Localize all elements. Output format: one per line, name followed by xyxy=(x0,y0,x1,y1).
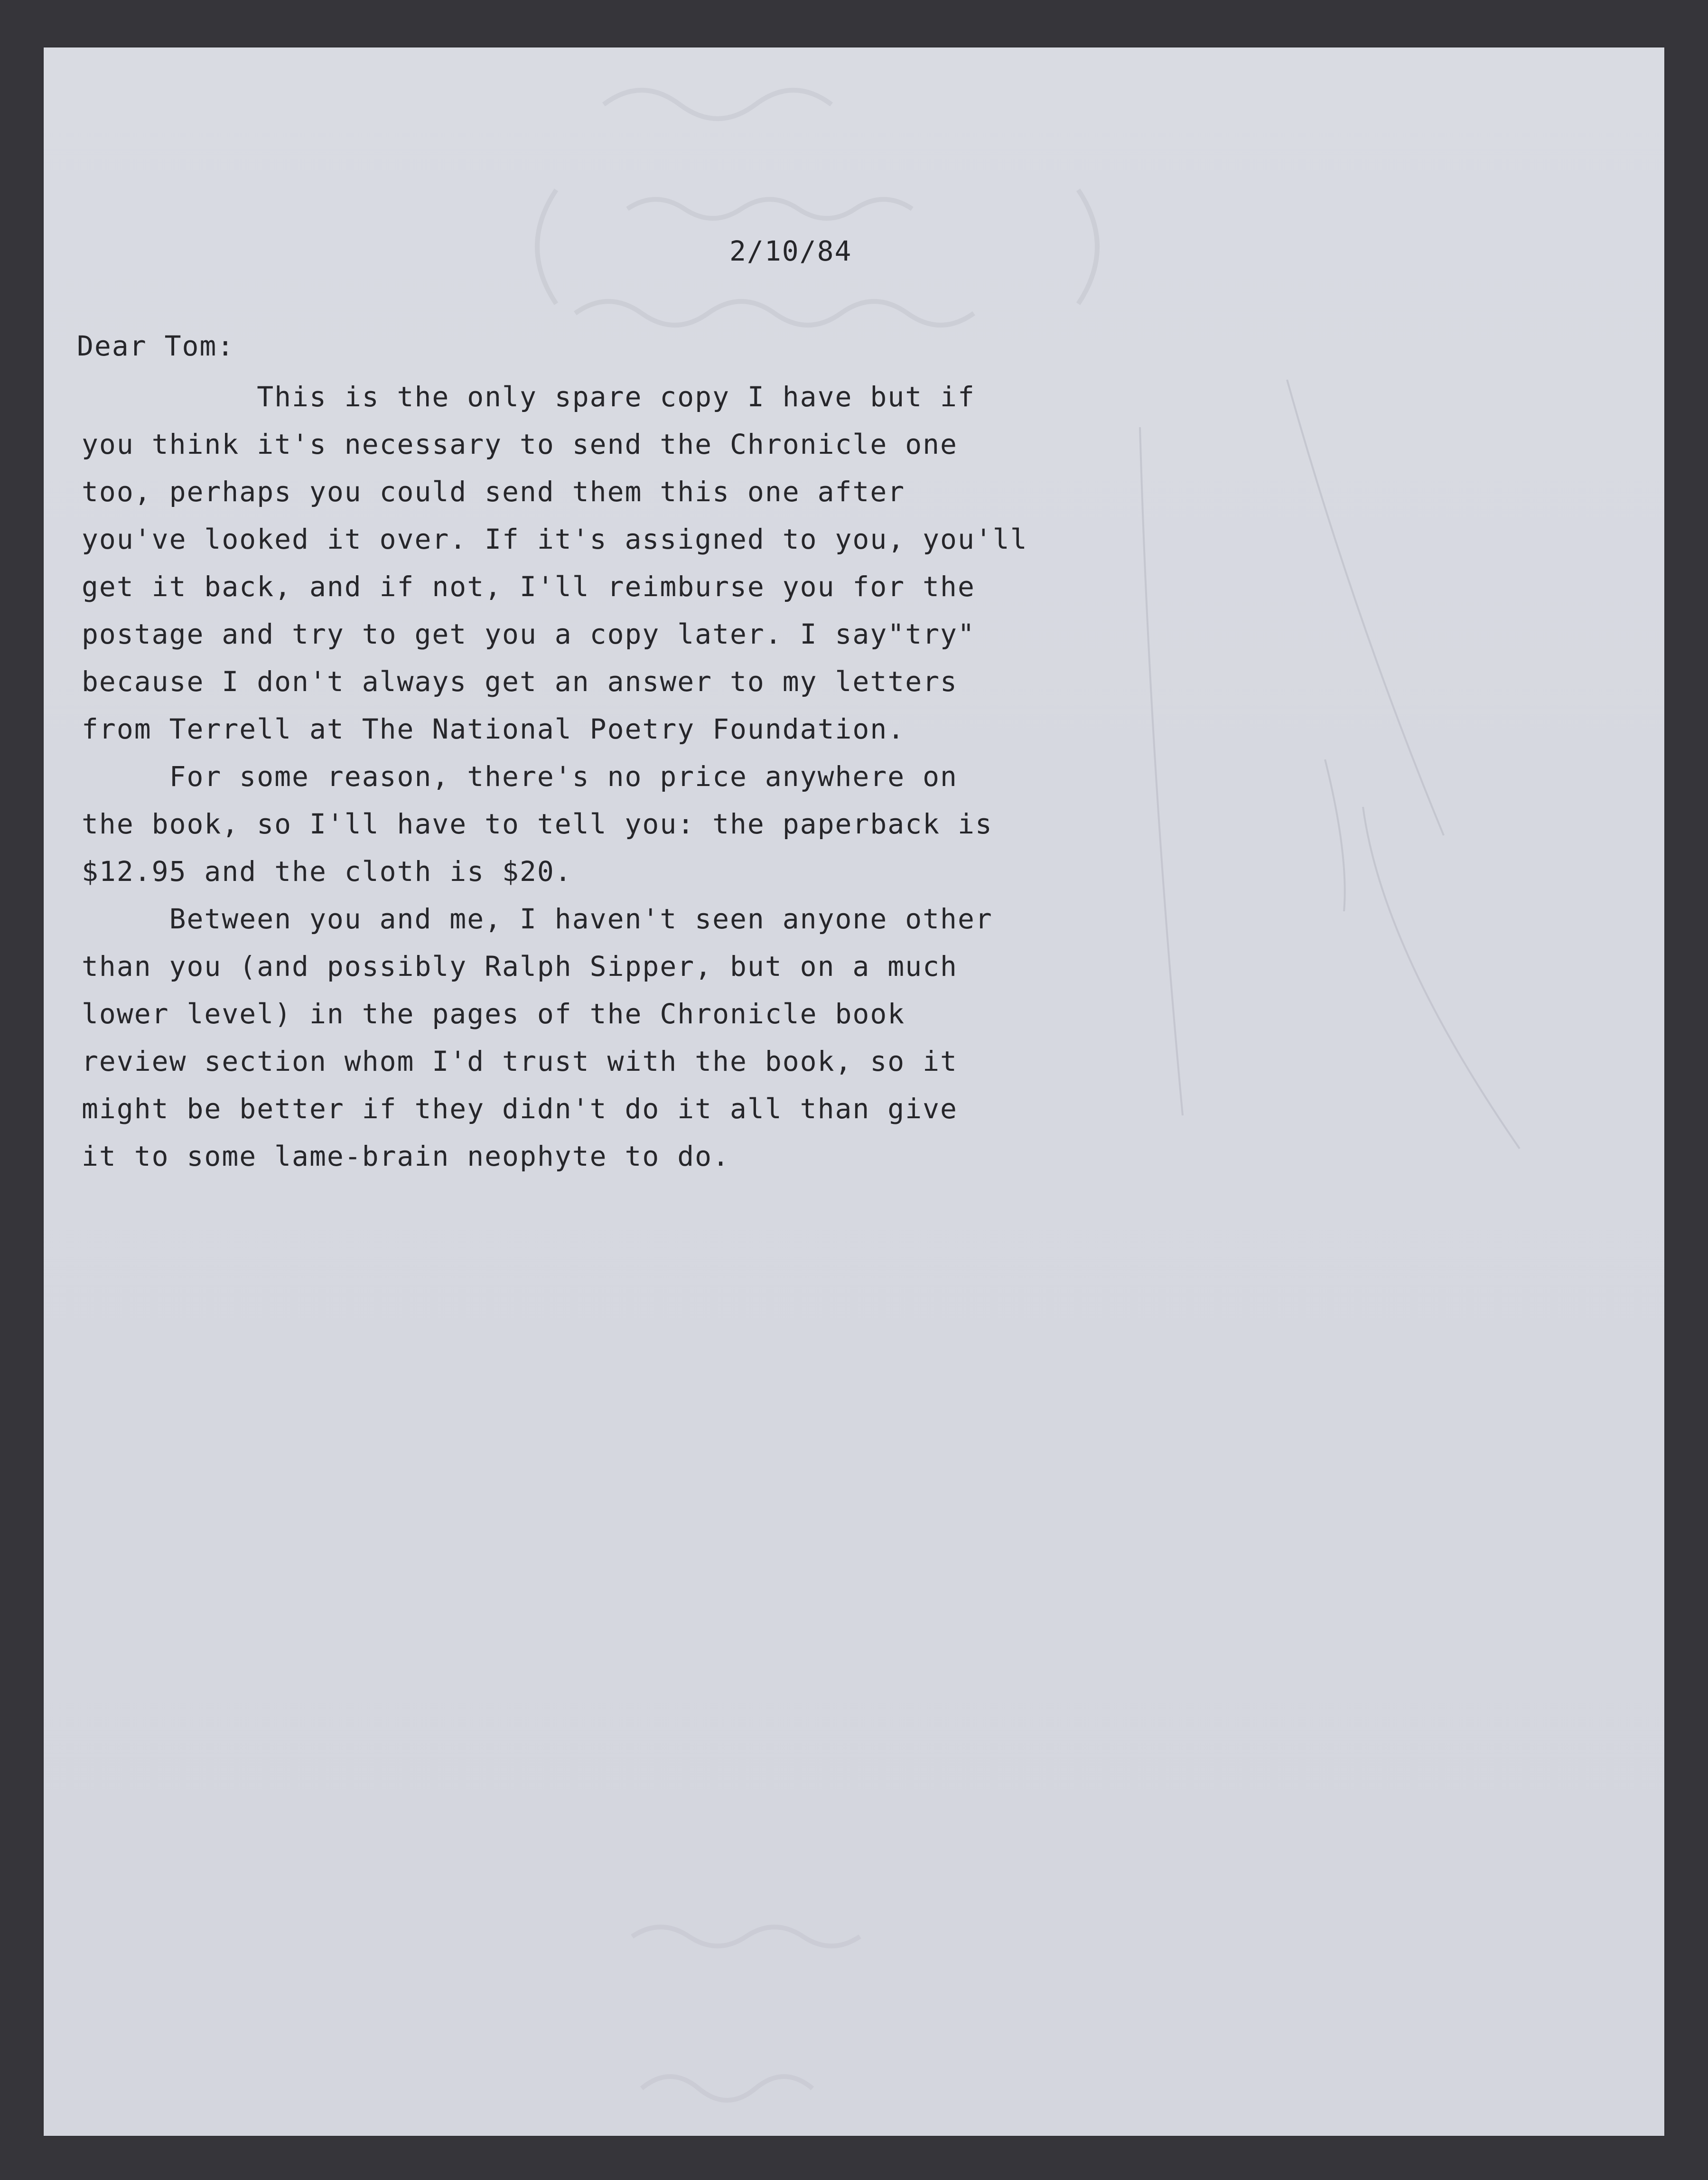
body-line: postage and try to get you a copy later. I say"try" xyxy=(82,618,975,650)
letter-date: 2/10/84 xyxy=(729,235,852,267)
body-line: might be better if they didn't do it all than give xyxy=(82,1093,958,1125)
letter-body xyxy=(82,373,1173,1180)
body-line: it to some lame-brain neophyte to do. xyxy=(82,1140,730,1172)
letter-page xyxy=(44,47,1664,2136)
body-line: This is the only spare copy I have but if xyxy=(82,381,975,413)
body-line: because I don't always get an answer to my letters xyxy=(82,665,958,698)
body-line: lower level) in the pages of the Chronicle book xyxy=(82,998,905,1030)
body-line: the book, so I'll have to tell you: the paperback is xyxy=(82,808,993,840)
body-line: too, perhaps you could send them this one after xyxy=(82,476,905,508)
body-line: $12.95 and the cloth is $20. xyxy=(82,855,572,888)
body-line: review section whom I'd trust with the book, so it xyxy=(82,1045,958,1077)
body-line: get it back, and if not, I'll reimburse you for the xyxy=(82,571,975,603)
salutation: Dear Tom: xyxy=(77,330,235,362)
body-line: than you (and possibly Ralph Sipper, but on a much xyxy=(82,950,958,982)
body-line: you've looked it over. If it's assigned to you, you'll xyxy=(82,523,1028,555)
body-line: you think it's necessary to send the Chronicle one xyxy=(82,428,958,460)
body-line: For some reason, there's no price anywhere on xyxy=(82,760,958,793)
body-line: from Terrell at The National Poetry Foundation. xyxy=(82,713,905,745)
body-line: Between you and me, I haven't seen anyone other xyxy=(82,903,993,935)
